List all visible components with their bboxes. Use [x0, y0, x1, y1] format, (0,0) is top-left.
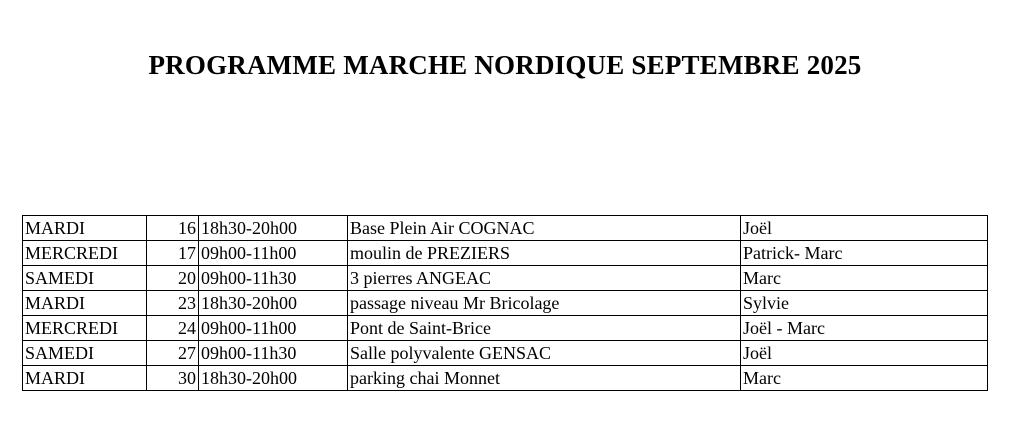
table-row — [23, 291, 988, 316]
date-cell: 24 — [147, 316, 199, 341]
time-cell: 09h00-11h30 — [199, 341, 348, 366]
place-cell: Salle polyvalente GENSAC — [348, 341, 741, 366]
table-row — [23, 241, 988, 266]
table-row — [23, 316, 988, 341]
place-cell: 3 pierres ANGEAC — [348, 266, 741, 291]
table-row — [23, 216, 988, 241]
date-cell: 30 — [147, 366, 199, 391]
time-cell: 18h30-20h00 — [199, 291, 348, 316]
time-cell: 18h30-20h00 — [199, 216, 348, 241]
day-cell: MARDI — [23, 216, 147, 241]
leader-cell: Marc — [741, 266, 988, 291]
place-cell: moulin de PREZIERS — [348, 241, 741, 266]
date-cell: 27 — [147, 341, 199, 366]
schedule-table — [22, 215, 988, 391]
day-cell: MARDI — [23, 366, 147, 391]
time-cell: 09h00-11h30 — [199, 266, 348, 291]
leader-cell: Sylvie — [741, 291, 988, 316]
time-cell: 09h00-11h00 — [199, 241, 348, 266]
time-cell: 18h30-20h00 — [199, 366, 348, 391]
date-cell: 17 — [147, 241, 199, 266]
leader-cell: Joël — [741, 216, 988, 241]
day-cell: MERCREDI — [23, 316, 147, 341]
table-row — [23, 366, 988, 391]
date-cell: 23 — [147, 291, 199, 316]
date-cell: 20 — [147, 266, 199, 291]
place-cell: Pont de Saint-Brice — [348, 316, 741, 341]
day-cell: SAMEDI — [23, 266, 147, 291]
leader-cell: Marc — [741, 366, 988, 391]
place-cell: passage niveau Mr Bricolage — [348, 291, 741, 316]
day-cell: SAMEDI — [23, 341, 147, 366]
day-cell: MARDI — [23, 291, 147, 316]
place-cell: parking chai Monnet — [348, 366, 741, 391]
date-cell: 16 — [147, 216, 199, 241]
page-title: PROGRAMME MARCHE NORDIQUE SEPTEMBRE 2025 — [148, 50, 862, 80]
table-row — [23, 266, 988, 291]
leader-cell: Joël - Marc — [741, 316, 988, 341]
place-cell: Base Plein Air COGNAC — [348, 216, 741, 241]
time-cell: 09h00-11h00 — [199, 316, 348, 341]
leader-cell: Patrick- Marc — [741, 241, 988, 266]
table-row — [23, 341, 988, 366]
leader-cell: Joël — [741, 341, 988, 366]
day-cell: MERCREDI — [23, 241, 147, 266]
